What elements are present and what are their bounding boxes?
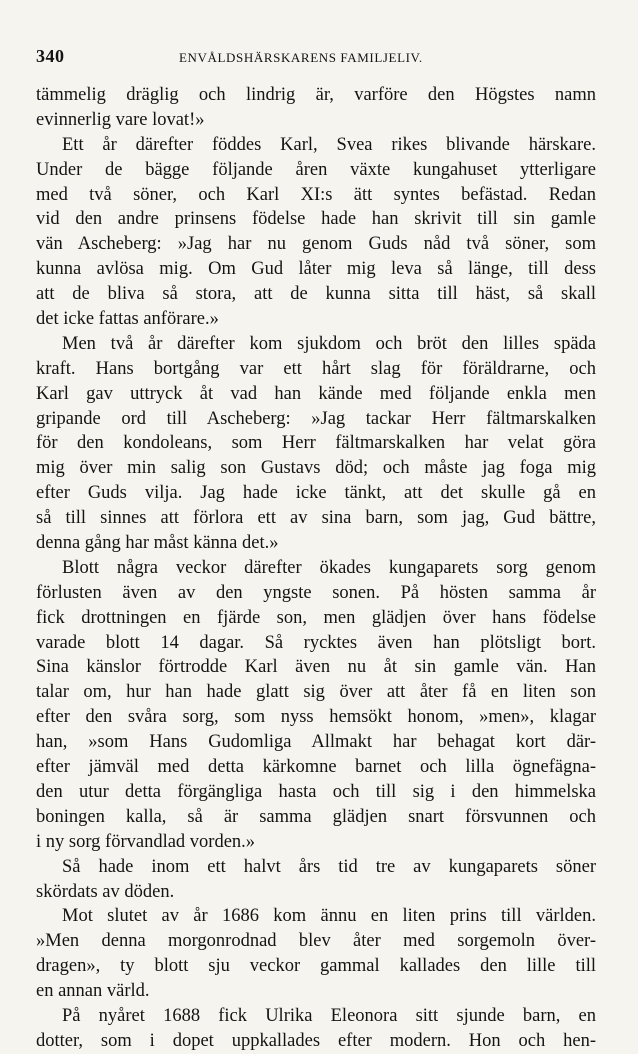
text-line: det icke fattas anförare.»: [36, 309, 219, 330]
text-line: Blott några veckor därefter ökades kungaparets sorg genom: [62, 557, 596, 578]
text-line: mig över min salig son Gustavs död; och måste jag foga mig: [36, 458, 596, 479]
page-header: [36, 46, 596, 70]
text-line: förlusten även av den yngste sonen. På hösten samma år: [36, 582, 596, 603]
text-line: På nyåret 1688 fick Ulrika Eleonora sitt sjunde barn, en: [62, 1005, 596, 1026]
text-line: Mot slutet av år 1686 kom ännu en liten prins till världen.: [62, 906, 596, 927]
text-line: denna gång har måst känna det.»: [36, 533, 279, 554]
text-line: efter den svåra sorg, som nyss hemsökt honom, »men», klagar: [36, 707, 596, 728]
text-line: för den kondoleans, som Herr fältmarskalken har velat göra: [36, 433, 596, 454]
text-line: med två söner, och Karl XI:s ätt syntes befästad. Redan: [36, 184, 596, 205]
text-line: gripande ord till Ascheberg: »Jag tackar Herr fältmarskalken: [36, 408, 596, 429]
text-line: evinnerlig vare lovat!»: [36, 109, 205, 130]
text-line: Under de bägge följande åren växte kungahuset ytterligare: [36, 159, 596, 180]
body-text: [36, 83, 596, 1054]
text-line: dotter, som i dopet uppkallades efter modern. Hon och hen-: [36, 1030, 596, 1051]
text-line: boningen kalla, så är samma glädjen snart försvunnen och: [36, 806, 596, 827]
text-line: Karl gav uttryck åt vad han kände med följande enkla men: [36, 383, 596, 404]
text-line: tämmelig dräglig och lindrig är, varföre den Högstes namn: [36, 85, 596, 105]
text-line: talar om, hur han hade glatt sig över att åter få en liten son: [36, 682, 596, 703]
text-line: vän Ascheberg: »Jag har nu genom Guds nåd två söner, som: [36, 234, 596, 255]
text-line: att de bliva så stora, att de kunna sitta till häst, så skall: [36, 284, 596, 305]
running-title: ENVÅLDSHÄRSKARENS FAMILJELIV.: [179, 50, 423, 65]
text-line: efter Guds vilja. Jag hade icke tänkt, att det skulle gå en: [36, 483, 596, 504]
text-line: Men två år därefter kom sjukdom och bröt den lilles späda: [62, 333, 596, 354]
text-line: efter jämväl med detta kärkomne barnet och lilla ögnefägna-: [36, 757, 596, 778]
text-line: han, »som Hans Gudomliga Allmakt har behagat kort där-: [36, 732, 596, 753]
text-line: fick drottningen en fjärde son, men glädjen över hans födelse: [36, 607, 596, 628]
text-line: en annan värld.: [36, 981, 150, 1002]
text-line: varade blott 14 dagar. Så rycktes även han plötsligt bort.: [36, 632, 596, 653]
text-line: den utur detta förgängliga hasta och till sig i den himmelska: [36, 781, 596, 802]
text-line: dragen», ty blott sju veckor gammal kallades den lille till: [36, 956, 596, 977]
text-line: Så hade inom ett halvt års tid tre av kungaparets söner: [62, 856, 596, 877]
text-line: Sina känslor förtrodde Karl även nu åt sin gamle vän. Han: [36, 657, 596, 678]
text-line: vid den andre prinsens födelse hade han skrivit till sin gamle: [36, 209, 596, 230]
text-line: så till sinnes att förlora ett av sina barn, som jag, Gud bättre,: [36, 508, 596, 529]
text-line: kunna avlösa mig. Om Gud låter mig leva så länge, till dess: [36, 259, 596, 280]
text-line: Ett år därefter föddes Karl, Svea rikes blivande härskare.: [62, 134, 596, 155]
text-line: kraft. Hans bortgång var ett hårt slag för föräldrarne, och: [36, 358, 596, 379]
text-line: i ny sorg förvandlad vorden.»: [36, 831, 256, 852]
text-line: skördats av döden.: [36, 881, 175, 902]
text-line: »Men denna morgonrodnad blev åter med sorgemoln över-: [36, 931, 596, 952]
page-number: 340: [36, 46, 65, 66]
